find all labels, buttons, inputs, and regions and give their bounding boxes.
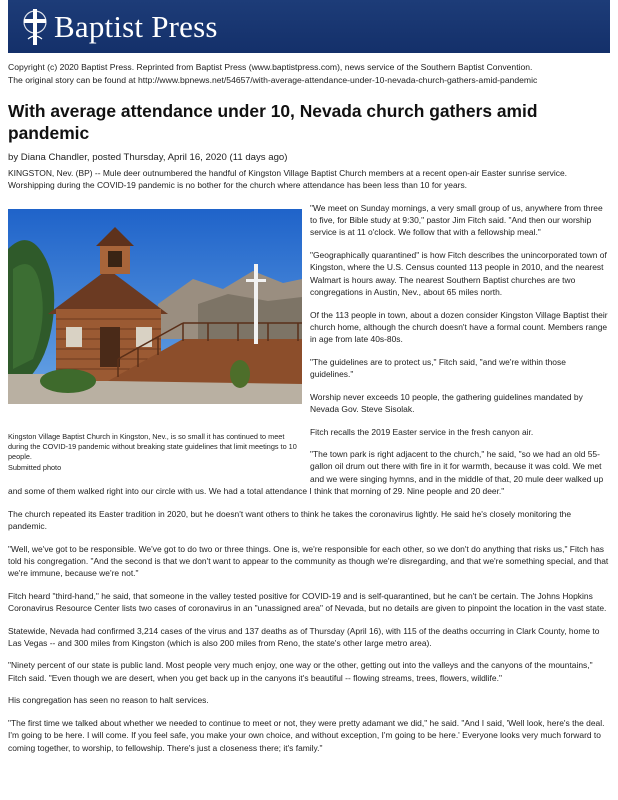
article-paragraph: "Ninety percent of our state is public land. Most people very much enjoy, one way or the other, getting out into the valleys and the canyons of the mountains," Fitch said. "Even though we are desert, when you get back up in the canyons it's beautiful -- flowing streams, trees, flowers, wildlife.": [8, 660, 593, 683]
article-figure: [8, 209, 302, 473]
article-paragraph: "We meet on Sunday mornings, a very small group of us, anywhere from three to five, for Bible study at 9:30," pastor Jim Fitch said. "And then our worship service is at 11 o'clock. We follow that with a fellowship meal.": [310, 202, 603, 238]
article-headline: With average attendance under 10, Nevada church gathers amid pandemic: [8, 101, 538, 143]
church-photo: [8, 209, 302, 404]
article-paragraph: "Geographically quarantined" is how Fitch describes the unincorporated town of Kingston, where the U.S. Census counted 113 people in 2010, and the nearest Walmart is hours away. The nearest Southern Baptist churches are two congregations in Austin, Nev., about 65 miles north.: [310, 250, 607, 297]
article-paragraph: "The first time we talked about whether we needed to continue to meet or not, they were pretty adamant we did," he said. "And I said, 'Well look, here's the deal. I'm going to be here. I will come. If you feel safe, you make your own choice, and without exception, I'm going to be here.' Everyone looks very much forward to coming together, to worship, to fellowship. There's just a closeness there; it's family.": [8, 717, 605, 753]
cross-emblem-icon: [20, 7, 50, 47]
original-story-link[interactable]: The original story can be found at http://www.bpnews.net/54657/with-average-attendance-under-10-nevada-church-gathers-amid-pandemic: [8, 75, 538, 85]
photo-credit: Submitted photo: [8, 462, 62, 472]
article-paragraph: Statewide, Nevada had confirmed 3,214 cases of the virus and 137 deaths as of Thursday (April 16), with 115 of the deaths occurring in Clark County, home to Las Vegas -- and 300 miles from Kingston (which is also 200 miles from Reno, the state's other large metro area).: [8, 625, 600, 648]
article-paragraph: His congregation has seen no reason to halt services.: [8, 695, 209, 706]
article-paragraph: "The town park is right adjacent to the church," he said, "so we had an old 55-gallon oil drum out there with fire in it for warmth, because it was cold. We met and we were singing hymns, and in the middle of that, 20 mule deer walked up and some of them walked right into our circle with us. We had a total attendance I think that morning of 29. Nine people and 20 deer.": [8, 449, 604, 497]
article-paragraph: "The guidelines are to protect us," Fitch said, "and we're within those guidelines.": [310, 356, 566, 380]
article-body: [8, 167, 610, 764]
article-byline: by Diana Chandler, posted Thursday, April 16, 2020 (11 days ago): [8, 152, 288, 163]
photo-caption: Kingston Village Baptist Church in Kingston, Nev., is so small it has continued to meet during the COVID-19 pandemic without breaking state guidelines that limit meetings to 10 people.: [8, 431, 297, 462]
article-paragraph: Fitch recalls the 2019 Easter service in the fresh canyon air.: [310, 426, 534, 437]
article-paragraph: "Well, we've got to be responsible. We've got to do two or three things. One is, we're responsible for each other, so we don't do anything that risks us," Fitch has told his congregation. "And the second is that we don't want to appear to the community as though we're disregarding, and that we're something special, and that we're immune, because we're not.": [8, 543, 609, 579]
copyright-line: Copyright (c) 2020 Baptist Press. Reprinted from Baptist Press (www.baptistpress.com), news service of the Southern Baptist Convention.: [8, 62, 533, 72]
masthead-title: Baptist Press: [54, 9, 218, 44]
article-paragraph: Of the 113 people in town, about a dozen consider Kingston Village Baptist their church home, although the church doesn't have a formal count. Members range in age from late 40s-80s.: [310, 309, 608, 345]
lead-paragraph: KINGSTON, Nev. (BP) -- Mule deer outnumbered the handful of Kingston Village Baptist Church members at a recent open-air Easter sunrise service. Worshipping during the COVID-19 pandemic is no bother for the church where attendance has been less than 10 for years.: [8, 168, 568, 191]
article-paragraph: Fitch heard "third-hand," he said, that someone in the valley tested positive for COVID-19 and is self-quarantined, but he can't be certain. The Johns Hopkins Coronavirus Resource Center lists two cases of coronavirus in an "unassigned area" of Nevada, but no details are given to pinpoint the location in the vast state.: [8, 590, 607, 613]
copyright-notice: [8, 61, 612, 87]
article-paragraph: Worship never exceeds 10 people, the gathering guidelines mandated by Nevada Gov. Steve Sisolak.: [310, 391, 583, 414]
article-paragraph: The church repeated its Easter tradition in 2020, but he doesn't want others to think he takes the coronavirus lightly. He said he's closely monitoring the pandemic.: [8, 508, 572, 531]
masthead-banner: [8, 0, 610, 53]
